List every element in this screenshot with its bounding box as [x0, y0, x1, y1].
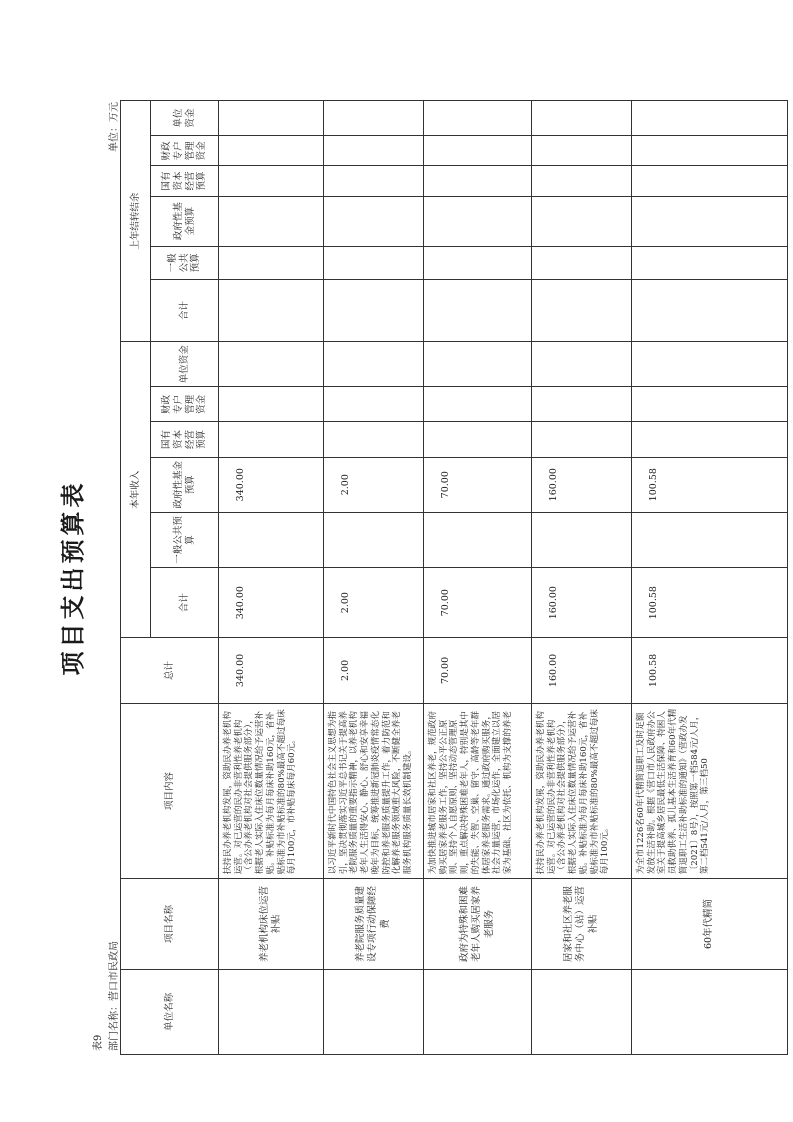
current-unit-funds-cell [632, 342, 788, 387]
current-fund-budget-cell: 2.00 [324, 457, 424, 512]
current-fund-budget-cell: 100.58 [632, 457, 788, 512]
carryover-unit-funds-cell [424, 101, 532, 136]
current-total-cell: 340.00 [219, 568, 324, 638]
header-carryover-general-budget: 一般公共预算 [151, 246, 219, 279]
carryover-total-cell [324, 279, 424, 341]
current-total-cell: 2.00 [324, 568, 424, 638]
header-carryover-fund-budget: 政府性基金预算 [151, 196, 219, 246]
unit-name-cell [632, 969, 788, 1054]
current-state-capital-cell [219, 422, 324, 457]
current-general-budget-cell [632, 512, 788, 567]
current-special-account-cell [632, 387, 788, 422]
current-unit-funds-cell [532, 342, 632, 387]
project-name-cell: 养老机构床位运营补贴 [219, 879, 324, 969]
rotated-page-content [45, 100, 787, 1055]
carryover-total-cell [532, 279, 632, 341]
current-fund-budget-cell: 160.00 [532, 457, 632, 512]
form-number: 表9 [93, 1034, 104, 1051]
header-current-total: 合计 [151, 568, 219, 638]
header-current-general-budget: 一般公共预算 [151, 512, 219, 567]
carryover-general-budget-cell [219, 246, 324, 279]
header-current-fund-budget: 政府性基金预算 [151, 457, 219, 512]
unit-name-cell [532, 969, 632, 1054]
current-unit-funds-cell [424, 342, 532, 387]
project-name-cell: 60年代精简 [632, 879, 788, 969]
current-state-capital-cell [532, 422, 632, 457]
current-total-cell: 160.00 [532, 568, 632, 638]
carryover-general-budget-cell [632, 246, 788, 279]
carryover-state-capital-cell [219, 166, 324, 196]
current-special-account-cell [424, 387, 532, 422]
header-current-income: 本年收入 [121, 342, 151, 638]
header-carryover-state-capital: 国有资本经营预算 [151, 166, 219, 196]
project-content-cell: 扶持民办养老机构发展，资助民办养老机构运营。对已运营的民办非营利性养老机构（含公办养老机构对社会提供服务部分），根据老人实际入住床位数量情况给予运营补贴。补贴标准为每月每床补助160元，省补贴标准为市补贴标准的80%最高不超过每床每月100元。 [532, 703, 632, 879]
current-fund-budget-cell: 340.00 [219, 457, 324, 512]
current-unit-funds-cell [324, 342, 424, 387]
current-state-capital-cell [632, 422, 788, 457]
table-row [532, 101, 632, 1055]
carryover-special-account-cell [219, 136, 324, 166]
table-row [424, 101, 532, 1055]
carryover-fund-budget-cell [219, 196, 324, 246]
carryover-state-capital-cell [424, 166, 532, 196]
total-cell: 2.00 [324, 638, 424, 703]
currency-unit: 单位：万元 [109, 102, 120, 152]
table-row [632, 101, 788, 1055]
carryover-general-budget-cell [324, 246, 424, 279]
carryover-general-budget-cell [532, 246, 632, 279]
current-state-capital-cell [324, 422, 424, 457]
carryover-unit-funds-cell [532, 101, 632, 136]
unit-name-cell [324, 969, 424, 1054]
current-special-account-cell [324, 387, 424, 422]
total-cell: 100.58 [632, 638, 788, 703]
current-total-cell: 100.58 [632, 568, 788, 638]
current-unit-funds-cell [219, 342, 324, 387]
total-cell: 340.00 [219, 638, 324, 703]
total-cell: 70.00 [424, 638, 532, 703]
header-carryover-special-account: 财政专户管理资金 [151, 136, 219, 166]
current-special-account-cell [532, 387, 632, 422]
project-content-cell: 扶持民办养老机构发展，资助民办养老机构运营。对已运营的民办非营利性养老机构（含公办养老机构对社会提供服务部分），根据老人实际入住床位数量情况给予运营补贴。补贴标准为每月每床补助160元，省补贴标准为市补贴标准的80%最高不超过每床每月100元，市补贴每床每月60元。 [219, 703, 324, 879]
header-carryover-unit-funds: 单位资金 [151, 101, 219, 136]
unit-name-cell [424, 969, 532, 1054]
carryover-fund-budget-cell [424, 196, 532, 246]
carryover-special-account-cell [632, 136, 788, 166]
header-carryover-total: 合计 [151, 279, 219, 341]
current-general-budget-cell [424, 512, 532, 567]
header-current-special-account: 财政专户管理资金 [151, 387, 219, 422]
carryover-special-account-cell [532, 136, 632, 166]
carryover-state-capital-cell [632, 166, 788, 196]
project-content-cell: 为全市1226名60年代精简退职工及时足额发放生活补助。根据《营口市人民政府办公室关于提高城乡居民最低生活保障、特困人员救助供养、孤儿基本生活养育和60年代精简退职工生活补助标准的通知》（营政办发〔2021〕8号），按照第一档584元/人月，第二档541元/人月，第三档50 [632, 703, 788, 879]
header-current-state-capital: 国有资本经营预算 [151, 422, 219, 457]
header-unit-name: 单位名称 [121, 969, 219, 1054]
header-project-name: 项目名称 [121, 879, 219, 969]
header-project-content: 项目内容 [121, 703, 219, 879]
project-name-cell: 政府为特殊和困难老年人购买居家养老服务 [424, 879, 532, 969]
carryover-total-cell [632, 279, 788, 341]
project-name-cell: 居家和社区养老服务中心（站）运营补贴 [532, 879, 632, 969]
table-row [324, 101, 424, 1055]
carryover-total-cell [424, 279, 532, 341]
carryover-unit-funds-cell [324, 101, 424, 136]
header-row-1 [121, 101, 151, 1055]
table-row [219, 101, 324, 1055]
current-special-account-cell [219, 387, 324, 422]
carryover-special-account-cell [424, 136, 532, 166]
current-general-budget-cell [219, 512, 324, 567]
current-state-capital-cell [424, 422, 532, 457]
header-current-unit-funds: 单位资金 [151, 342, 219, 387]
current-total-cell: 70.00 [424, 568, 532, 638]
carryover-state-capital-cell [324, 166, 424, 196]
carryover-unit-funds-cell [219, 101, 324, 136]
carryover-unit-funds-cell [632, 101, 788, 136]
page-title: 项目支出预算表 [58, 479, 87, 676]
header-carryover: 上年结转结余 [121, 101, 151, 342]
carryover-total-cell [219, 279, 324, 341]
current-general-budget-cell [324, 512, 424, 567]
carryover-fund-budget-cell [532, 196, 632, 246]
carryover-fund-budget-cell [324, 196, 424, 246]
department-name: 部门名称：营口市民政局 [109, 941, 120, 1051]
project-content-cell: 以习近平新时代中国特色社会主义思想为指引，坚决贯彻落实习近平总书记关于提高养老院服务质量的重要指示精神，以养老机构老年人生活得安心、静心、舒心和安享幸福晚年为目标，统筹推进新冠肺炎疫情常态化防控和养老服务质量提升工作，着力防范和化解养老服务领域重大风险，不断健全养老服务机构服务质量长效机制建设。 [324, 703, 424, 879]
unit-name-cell [219, 969, 324, 1054]
budget-table [120, 100, 788, 1055]
current-general-budget-cell [532, 512, 632, 567]
current-fund-budget-cell: 70.00 [424, 457, 532, 512]
header-total: 总计 [121, 638, 219, 703]
project-content-cell: 为加快推进城市居家和社区养老，规范政府购买居家养老服务工作，坚持公平公正原则、坚持个人自愿原则、坚持动态管理原则，重点解决特殊困难老年人，特别是其中的失能、失智、空巢、留守、高龄等老年群体居家养老服务需求。通过政府购买服务，社会力量运营，市场化运作，全面建立以居家为基础、社区为依托、机构为支撑的养老 [424, 703, 532, 879]
project-name-cell: 养老院服务质量建设专项行动保障经费 [324, 879, 424, 969]
carryover-special-account-cell [324, 136, 424, 166]
carryover-general-budget-cell [424, 246, 532, 279]
total-cell: 160.00 [532, 638, 632, 703]
carryover-state-capital-cell [532, 166, 632, 196]
carryover-fund-budget-cell [632, 196, 788, 246]
